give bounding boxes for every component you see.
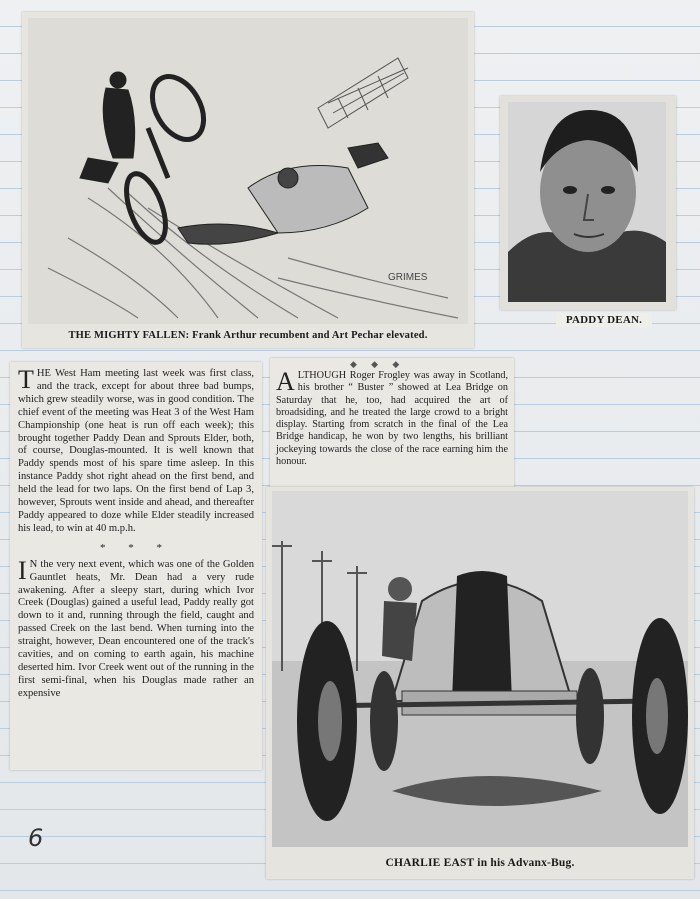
portrait-caption: PADDY DEAN. [556,313,652,327]
section-separator: * * * [100,541,172,554]
dropcap-i: I [18,555,27,585]
para2-text: N the very next event, which was one of the Golden Gauntlet heats, Mr. Dean had a very rude awakening. After a sleepy start, during which Ivor Creek (Douglas) gained a useful lead, Paddy really got down to it and, running through the field, caught and passed Creek on the last bend. When turning into the straight, however, Dean encountered one of the track's cavities, and on coming to earth again, his machine deserted him. Ivor Creek went out of the running in the first semi-final, when his Douglas made rather an expensive [18,558,254,699]
para1-text: HE West Ham meeting last week was first class, and the track, except for about three bad bumps, which grew steadily worse, was in good condition. The chief event of the meeting was Heat 3 of the West Ham Championship (one heat is run off each week); this brought together Paddy Dean and Sprouts Elder, both, of course, Douglas-mounted. It is well known that Paddy spends most of his spare time asleep. In this instance Paddy shot right ahead on the first bend, and held the lead for two laps. On the first bend of Lap 3, however, Sprouts went inside and ahead, and thereafter Paddy appeared to doze while Elder steadily increased his lead, to win at 40 m.p.h. [18,368,254,534]
car-photo-clipping [266,487,694,879]
car-photo [272,491,688,847]
illustration-clipping [22,12,474,348]
article-right-para [276,367,508,468]
dropcap-t: T [18,365,34,394]
racing-sketch [28,18,468,324]
article-left [18,365,254,707]
page-number: 6 [28,824,44,852]
article-left-para2 [18,555,254,701]
article-left-para1 [18,365,254,536]
portrait-clipping [500,96,676,310]
car-photo-caption: CHARLIE EAST in his Advanx-Bug. [385,857,575,869]
artist-signature: GRIMES [388,272,428,283]
dropcap-a: A [276,367,295,396]
car-image [272,491,688,847]
portrait-photo [508,102,666,302]
racing-sketch-drawing [28,18,468,324]
article-right [276,367,508,474]
portrait-image [508,102,666,302]
illustration-caption: THE MIGHTY FALLEN: Frank Arthur recumbent and Art Pechar elevated. [68,330,428,341]
article-right-text: LTHOUGH Roger Frogley was away in Scotland, his brother “ Buster ” showed at Lea Bridge on Saturday that he, too, had acquired the art of broadsiding, and he treated the large crowd to a bright display. Starting from scratch in the final of the Lea Bridge handicap, he won by two lengths, his brilliant jockeying towards the close of the race earning him the honour. [276,370,508,468]
article-right-dinkus: ◆ ◆ ◆ [350,359,406,369]
